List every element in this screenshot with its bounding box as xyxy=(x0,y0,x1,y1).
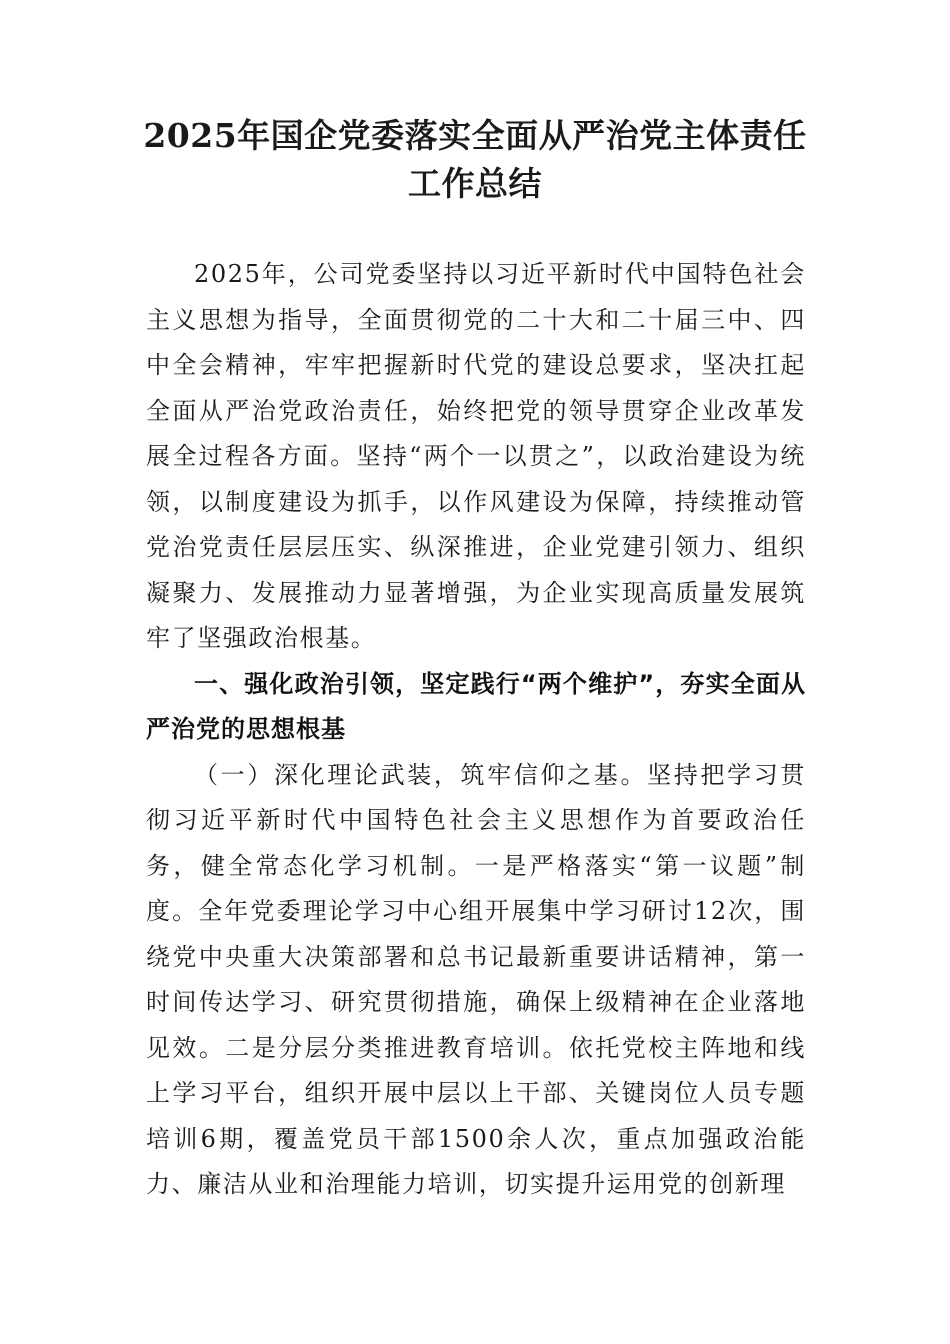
document-title: 2025年国企党委落实全面从严治党主体责任工作总结 xyxy=(143,116,807,203)
section-1-heading: 一、强化政治引领，坚定践行“两个维护”，夯实全面从严治党的思想根基 xyxy=(146,669,806,743)
section-1-1-paragraph: （一）深化理论武装，筑牢信仰之基。坚持把学习贯彻习近平新时代中国特色社会主义思想作为首要政治任务，健全常态化学习机制。一是严格落实“第一议题”制度。全年党委理论学习中心组开展集中学习研讨12次，围绕党中央重大决策部署和总书记最新重要讲话精神，第一时间传达学习、研究贯彻措施，确保上级精神在企业落地见效。二是分层分类推进教育培训。依托党校主阵地和线上学习平台，组织开展中层以上干部、关键岗位人员专题培训6期，覆盖党员干部1500余人次，重点加强政治能力、廉洁从业和治理能力培训，切实提升运用党的创新理 xyxy=(146,760,806,1198)
document-body xyxy=(146,252,806,1208)
intro-paragraph: 2025年，公司党委坚持以习近平新时代中国特色社会主义思想为指导，全面贯彻党的二十大和二十届三中、四中全会精神，牢牢把握新时代党的建设总要求，坚决扛起全面从严治党政治责任，始终把党的领导贯穿企业改革发展全过程各方面。坚持“两个一以贯之”，以政治建设为统领，以制度建设为抓手，以作风建设为保障，持续推动管党治党责任层层压实、纵深推进，企业党建引领力、组织凝聚力、发展推动力显著增强，为企业实现高质量发展筑牢了坚强政治根基。 xyxy=(146,260,806,652)
